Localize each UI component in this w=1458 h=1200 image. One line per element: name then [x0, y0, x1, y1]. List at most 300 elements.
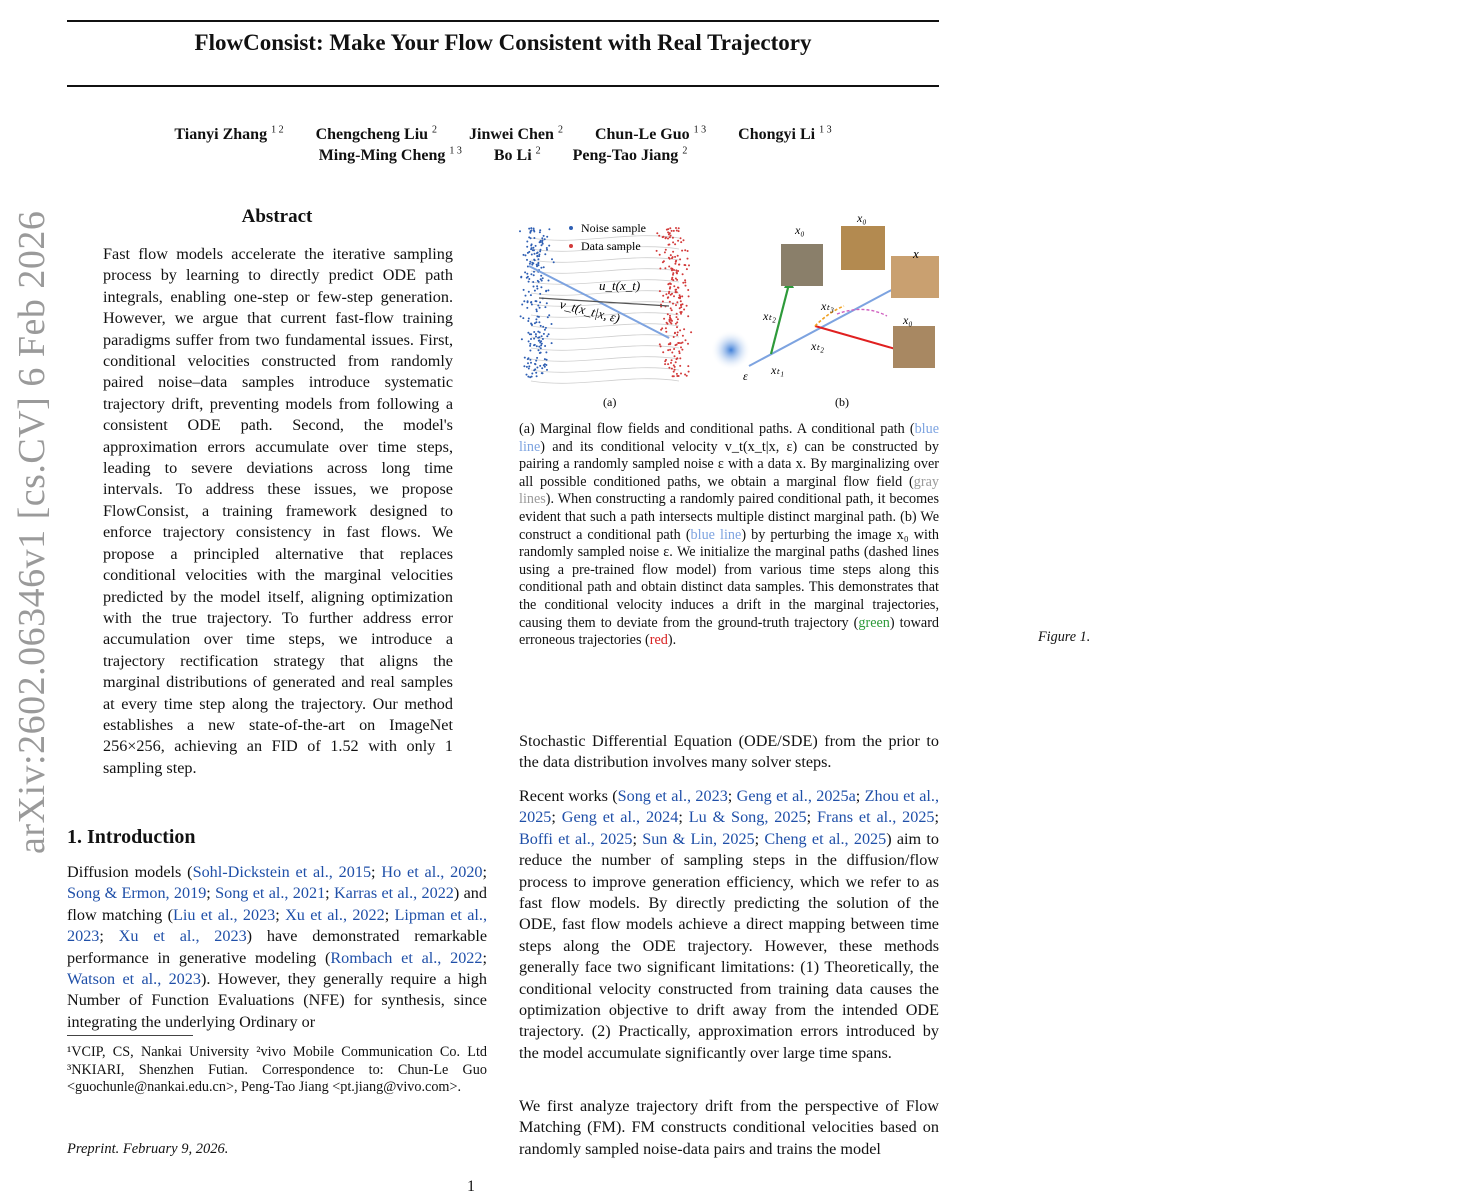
data-point: [675, 291, 677, 293]
intro-paragraph: Diffusion models (Sohl-Dickstein et al., 2015; Ho et al., 2020; Song & Ermon, 2019; Song et al., 2021; Karras et al., 2022) and flow matching (Liu et al., 2023; Xu et al., 2022; Lipman et al., 2023; Xu et al., 2023) have demonstrated remarkable performance in generative modeling (Rombach et al., 2022; Watson et al., 2023). However, they generally require a high Number of Function Evaluations (NFE) for synthesis, since integrating the underlying Ordinary or: [67, 863, 488, 1031]
noise-point: [527, 376, 529, 378]
data-point: [677, 331, 679, 333]
data-point: [678, 230, 680, 232]
noise-point: [531, 254, 533, 256]
noise-point: [539, 293, 541, 295]
noise-point: [535, 300, 537, 302]
noise-point: [539, 231, 541, 233]
data-point: [679, 365, 681, 367]
noise-point: [534, 322, 536, 324]
data-point: [680, 241, 682, 243]
data-point: [677, 240, 679, 242]
citation-link[interactable]: Watson et al., 2023: [67, 970, 201, 989]
noise-point: [553, 261, 555, 263]
paper-title: FlowConsist: Make Your Flow Consistent with Real Trajectory: [194, 30, 812, 55]
data-point: [687, 315, 689, 317]
noise-point: [531, 323, 533, 325]
citation-link[interactable]: Lu & Song, 2025: [688, 808, 807, 827]
data-point: [687, 365, 689, 367]
data-point: [676, 316, 678, 318]
noise-point: [535, 360, 537, 362]
data-point: [674, 369, 676, 371]
data-point: [666, 229, 668, 231]
data-point: [669, 322, 671, 324]
data-point: [670, 235, 672, 237]
data-point: [675, 344, 677, 346]
title-rule-top: [67, 20, 939, 22]
noise-point: [532, 281, 534, 283]
data-point: [685, 285, 687, 287]
data-point: [671, 230, 673, 232]
data-point: [669, 227, 671, 229]
data-point: [675, 278, 677, 280]
data-point: [676, 230, 678, 232]
noise-point: [527, 358, 529, 360]
data-point: [665, 237, 667, 239]
flow-line: [531, 324, 679, 329]
data-point: [673, 285, 675, 287]
noise-point: [537, 252, 539, 254]
noise-point: [536, 264, 538, 266]
citation-link[interactable]: Boffi et al., 2025: [519, 829, 633, 848]
noise-point: [539, 301, 541, 303]
arxiv-stamp: arXiv:2602.06346v1 [cs.CV] 6 Feb 2026: [11, 210, 53, 854]
citation-link[interactable]: Lipman et al., 2023: [67, 905, 487, 946]
data-point: [659, 290, 661, 292]
noise-point: [546, 249, 548, 251]
noise-point: [541, 244, 543, 246]
noise-point: [539, 365, 541, 367]
citation-link[interactable]: Karras et al., 2022: [333, 884, 454, 903]
author: Ming-Ming Cheng $^{1 3}$: [318, 146, 462, 165]
author: Bo Li $^2$: [493, 146, 541, 165]
noise-point: [534, 344, 536, 346]
noise-point: [535, 372, 537, 374]
noise-point: [538, 340, 540, 342]
data-point: [668, 244, 670, 246]
data-point: [669, 236, 671, 238]
label-x0-tau3: x₀: [857, 211, 867, 225]
noise-point: [544, 306, 546, 308]
data-point: [680, 313, 682, 315]
data-point: [685, 339, 687, 341]
data-point: [676, 334, 678, 336]
noise-point: [521, 338, 523, 340]
data-point: [669, 349, 671, 351]
noise-point: [533, 228, 535, 230]
noise-point: [533, 338, 535, 340]
noise-point: [528, 291, 530, 293]
noise-point: [546, 335, 548, 337]
noise-point: [521, 304, 523, 306]
data-point: [682, 273, 684, 275]
citation-link[interactable]: Song & Ermon, 2019: [67, 884, 207, 903]
data-point: [687, 289, 689, 291]
data-point: [656, 232, 658, 234]
sample-image-x: [891, 256, 939, 298]
data-point: [686, 375, 688, 377]
noise-point: [529, 345, 531, 347]
noise-point: [524, 357, 526, 359]
data-point: [684, 264, 686, 266]
erroneous-trajectory: [815, 326, 899, 350]
noise-point: [537, 337, 539, 339]
data-point: [684, 279, 686, 281]
data-point: [684, 249, 686, 251]
data-point: [672, 274, 674, 276]
data-point: [673, 371, 675, 373]
data-point: [682, 303, 684, 305]
panel-a-label: (a): [603, 395, 617, 409]
data-point: [678, 264, 680, 266]
data-point: [677, 287, 679, 289]
data-point: [687, 343, 689, 345]
data-point: [671, 278, 673, 280]
data-point: [669, 319, 671, 321]
noise-point: [543, 266, 545, 268]
noise-point: [542, 277, 544, 279]
preprint-note: Preprint. February 9, 2026.: [67, 1141, 229, 1157]
data-point: [681, 349, 683, 351]
data-point: [666, 322, 668, 324]
noise-point: [519, 230, 521, 232]
author: Peng-Tao Jiang $^2$: [572, 146, 688, 165]
noise-point: [528, 368, 530, 370]
data-point: [683, 328, 685, 330]
data-point: [675, 261, 677, 263]
data-point: [671, 257, 673, 259]
data-point: [672, 251, 674, 253]
noise-point: [537, 305, 539, 307]
abstract-text: Fast flow models accelerate the iterative sampling process by learning to directly predict ODE path integrals, enabling one-step or few-step generation. However, we argue that current fast-flow training paradigms suffer from two fundamental issues. First, conditional velocities constructed from randomly paired noise–data samples introduce systematic trajectory drift, preventing models from following a consistent ODE path. Second, the model's approximation errors accumulate over time steps, leading to severe deviations across long time intervals. To address these issues, we propose FlowConsist, a training framework designed to enforce trajectory consistency in fast flows. We propose a principled alternative that replaces conditional velocities with the marginal velocities predicted by the model itself, aligning optimization with the true trajectory. To further address error accumulation over time steps, we introduce a trajectory rectification strategy that aligns the marginal distributions of generated and real samples at every time step along the trajectory. Our method establishes a new state-of-the-art on ImageNet 256×256, achieving an FID of 1.52 with only 1 sampling step.: [103, 245, 453, 777]
noise-point: [526, 246, 528, 248]
noise-point: [551, 258, 553, 260]
citation-link[interactable]: Xu et al., 2022: [285, 905, 385, 924]
noise-point: [522, 317, 524, 319]
data-point: [667, 349, 669, 351]
noise-point: [528, 236, 530, 238]
noise-point: [531, 229, 533, 231]
noise-point: [551, 342, 553, 344]
legend-noise-dot: [569, 226, 573, 230]
noise-point: [527, 320, 529, 322]
data-point: [684, 281, 686, 283]
data-point: [679, 258, 681, 260]
noise-point: [529, 263, 531, 265]
noise-point: [535, 333, 537, 335]
panel-b: [711, 211, 939, 409]
citation-link[interactable]: Xu et al., 2023: [118, 927, 247, 946]
data-point: [678, 375, 680, 377]
data-point: [664, 251, 666, 253]
data-point: [669, 343, 671, 345]
citation-link[interactable]: Ho et al., 2020: [381, 863, 483, 881]
noise-point: [526, 366, 528, 368]
author: Tianyi Zhang $^{1 2}$: [174, 125, 284, 144]
authors-line-2: [67, 146, 939, 165]
data-point: [673, 348, 675, 350]
data-point: [659, 343, 661, 345]
data-point: [674, 263, 676, 265]
flow-line: [531, 346, 679, 351]
noise-point: [541, 280, 543, 282]
data-point: [676, 321, 678, 323]
citation-link[interactable]: Zhou et al., 2025: [519, 787, 939, 827]
citation-link[interactable]: Cheng et al., 2025: [764, 829, 887, 848]
noise-point: [537, 262, 539, 264]
panel-b-label: (b): [835, 395, 849, 409]
noise-point: [536, 345, 538, 347]
noise-point: [538, 255, 540, 257]
data-point: [683, 239, 685, 241]
data-point: [679, 297, 681, 299]
citation-link[interactable]: Sohl-Dickstein et al., 2015: [192, 863, 372, 881]
noise-point: [525, 254, 527, 256]
noise-point: [539, 241, 541, 243]
noise-point: [523, 300, 525, 302]
author: Chun-Le Guo $^{1 3}$: [594, 125, 707, 144]
data-point: [681, 250, 683, 252]
flow-line: [531, 368, 679, 373]
data-point: [662, 351, 664, 353]
data-point: [681, 295, 683, 297]
author: Chongyi Li $^{1 3}$: [738, 125, 832, 144]
noise-point: [547, 289, 549, 291]
noise-point: [548, 280, 550, 282]
noise-point: [538, 346, 540, 348]
data-point: [676, 326, 678, 328]
noise-point: [530, 245, 532, 247]
noise-point: [541, 241, 543, 243]
data-point: [679, 329, 681, 331]
data-point: [683, 309, 685, 311]
data-point: [662, 295, 664, 297]
data-point: [668, 367, 670, 369]
noise-point: [525, 295, 527, 297]
data-point: [670, 283, 672, 285]
noise-point: [524, 271, 526, 273]
noise-point: [538, 321, 540, 323]
noise-point: [540, 275, 542, 277]
author: Jinwei Chen $^2$: [469, 125, 563, 144]
data-point: [673, 364, 675, 366]
noise-point: [546, 369, 548, 371]
data-point: [663, 318, 665, 320]
flow-line: [531, 379, 679, 384]
data-point: [659, 268, 661, 270]
data-point: [680, 346, 682, 348]
noise-point: [540, 325, 542, 327]
data-point: [663, 236, 665, 238]
noise-point: [533, 331, 535, 333]
noise-point: [538, 349, 540, 351]
figure-caption: Figure 1. (a) Marginal flow fields and conditional paths. A conditional path (blue line) and its conditional velocity v_t(x_t|x, ε) can be constructed by pairing a randomly sampled noise ε with a data x. By marginalizing over all possible conditioned paths, we obtain a marginal flow field (gray lines). When constructing a randomly paired conditional path, it becomes evident that such a path intersects multiple distinct marginal path. (b) We construct a conditional path (blue line) by perturbing the image x₀ with randomly sampled noise ε. We initialize the marginal paths (dashed lines using a pre-trained flow model) from various time steps along this conditional path and obtain distinct data samples. This demonstrates that the conditional velocity induces a drift in the marginal trajectories, causing them to deviate from the ground-truth trajectory (green) toward erroneous trajectories (red).: [519, 421, 1091, 649]
data-point: [667, 363, 669, 365]
sample-image-1: [781, 244, 823, 286]
data-point: [679, 352, 681, 354]
noise-point: [529, 343, 531, 345]
data-point: [676, 301, 678, 303]
noise-point: [544, 329, 546, 331]
noise-point: [530, 273, 532, 275]
noise-point: [523, 254, 525, 256]
noise-point: [539, 229, 541, 231]
data-point: [675, 227, 677, 229]
noise-point: [537, 280, 539, 282]
noise-point: [540, 347, 542, 349]
citation-link[interactable]: Song et al., 2021: [215, 884, 326, 903]
noise-point: [544, 253, 546, 255]
noise-point: [529, 261, 531, 263]
citation-link[interactable]: Sun & Lin, 2025: [642, 829, 755, 848]
noise-point: [548, 245, 550, 247]
noise-point: [533, 286, 535, 288]
noise-point: [543, 235, 545, 237]
noise-point: [536, 310, 538, 312]
noise-point: [534, 259, 536, 261]
noise-point: [526, 273, 528, 275]
data-point: [670, 307, 672, 309]
noise-point: [551, 323, 553, 325]
data-point: [687, 250, 689, 252]
noise-point: [527, 301, 529, 303]
label-ut: u_t(x_t): [599, 278, 641, 293]
citation-link[interactable]: Geng et al., 2025a: [736, 787, 856, 805]
noise-point: [532, 249, 534, 251]
label-xt2-tau2: xₜ₂: [811, 339, 825, 353]
noise-point: [536, 367, 538, 369]
data-point: [678, 342, 680, 344]
data-point: [656, 250, 658, 252]
noise-point: [543, 333, 545, 335]
noise-point: [535, 309, 537, 311]
noise-point: [530, 301, 532, 303]
label-x0-tau1: x₀: [795, 223, 805, 237]
noise-point: [542, 338, 544, 340]
noise-point: [526, 374, 528, 376]
noise-point: [537, 258, 539, 260]
noise-point: [532, 247, 534, 249]
data-point: [680, 237, 682, 239]
data-point: [667, 231, 669, 233]
data-point: [668, 266, 670, 268]
noise-point: [530, 227, 532, 229]
noise-point: [547, 316, 549, 318]
noise-point: [529, 359, 531, 361]
data-point: [679, 357, 681, 359]
data-point: [669, 301, 671, 303]
noise-blob: [711, 330, 751, 370]
noise-point: [520, 315, 522, 317]
noise-point: [530, 338, 532, 340]
data-point: [664, 267, 666, 269]
data-point: [678, 227, 680, 229]
data-point: [669, 317, 671, 319]
citation-link[interactable]: Song et al., 2023: [617, 787, 728, 805]
data-point: [670, 294, 672, 296]
data-point: [665, 249, 667, 251]
noise-point: [523, 289, 525, 291]
data-point: [671, 359, 673, 361]
citation-link[interactable]: Geng et al., 2024: [561, 808, 679, 827]
data-point: [674, 256, 676, 258]
noise-point: [545, 290, 547, 292]
data-point: [680, 300, 682, 302]
noise-point: [546, 359, 548, 361]
data-point: [684, 374, 686, 376]
noise-point: [523, 365, 525, 367]
noise-point: [540, 267, 542, 269]
data-point: [676, 357, 678, 359]
noise-point: [520, 276, 522, 278]
noise-point: [544, 363, 546, 365]
data-point: [677, 270, 679, 272]
noise-point: [536, 288, 538, 290]
label-x0-tau2: x₀: [903, 313, 913, 327]
noise-point: [546, 302, 548, 304]
citation-link[interactable]: Liu et al., 2023: [172, 905, 276, 924]
noise-point: [540, 340, 542, 342]
noise-point: [529, 350, 531, 352]
noise-point: [541, 367, 543, 369]
data-point: [670, 254, 672, 256]
figure-1: [519, 208, 939, 418]
citation-link[interactable]: Frans et al., 2025: [817, 808, 935, 827]
data-point: [673, 269, 675, 271]
data-point: [675, 304, 677, 306]
noise-point: [539, 307, 541, 309]
noise-point: [530, 333, 532, 335]
author: Chengcheng Liu $^2$: [315, 125, 438, 144]
noise-point: [545, 327, 547, 329]
data-point: [673, 375, 675, 377]
noise-point: [527, 332, 529, 334]
data-point: [670, 267, 672, 269]
data-point: [677, 318, 679, 320]
noise-point: [533, 271, 535, 273]
flow-line: [531, 269, 679, 274]
data-point: [671, 269, 673, 271]
noise-point: [527, 252, 529, 254]
data-point: [671, 320, 673, 322]
data-point: [680, 306, 682, 308]
footnote-rule: [67, 1035, 193, 1036]
label-xt1-tau1: xₜ₁: [771, 363, 785, 377]
data-point: [671, 352, 673, 354]
data-point: [665, 331, 667, 333]
authors-line-1: [67, 125, 939, 144]
noise-point: [545, 351, 547, 353]
data-point: [686, 268, 688, 270]
citation-link[interactable]: Rombach et al., 2022: [330, 948, 483, 967]
noise-point: [533, 237, 535, 239]
noise-point: [531, 262, 533, 264]
noise-point: [539, 331, 541, 333]
noise-point: [530, 362, 532, 364]
noise-point: [548, 333, 550, 335]
data-point: [688, 264, 690, 266]
noise-point: [540, 344, 542, 346]
data-point: [667, 297, 669, 299]
data-point: [672, 241, 674, 243]
data-point: [673, 336, 675, 338]
abstract-heading: Abstract: [241, 206, 313, 227]
data-point: [674, 355, 676, 357]
noise-point: [536, 285, 538, 287]
legend-data-dot: [569, 244, 573, 248]
noise-point: [528, 228, 530, 230]
noise-point: [541, 372, 543, 374]
